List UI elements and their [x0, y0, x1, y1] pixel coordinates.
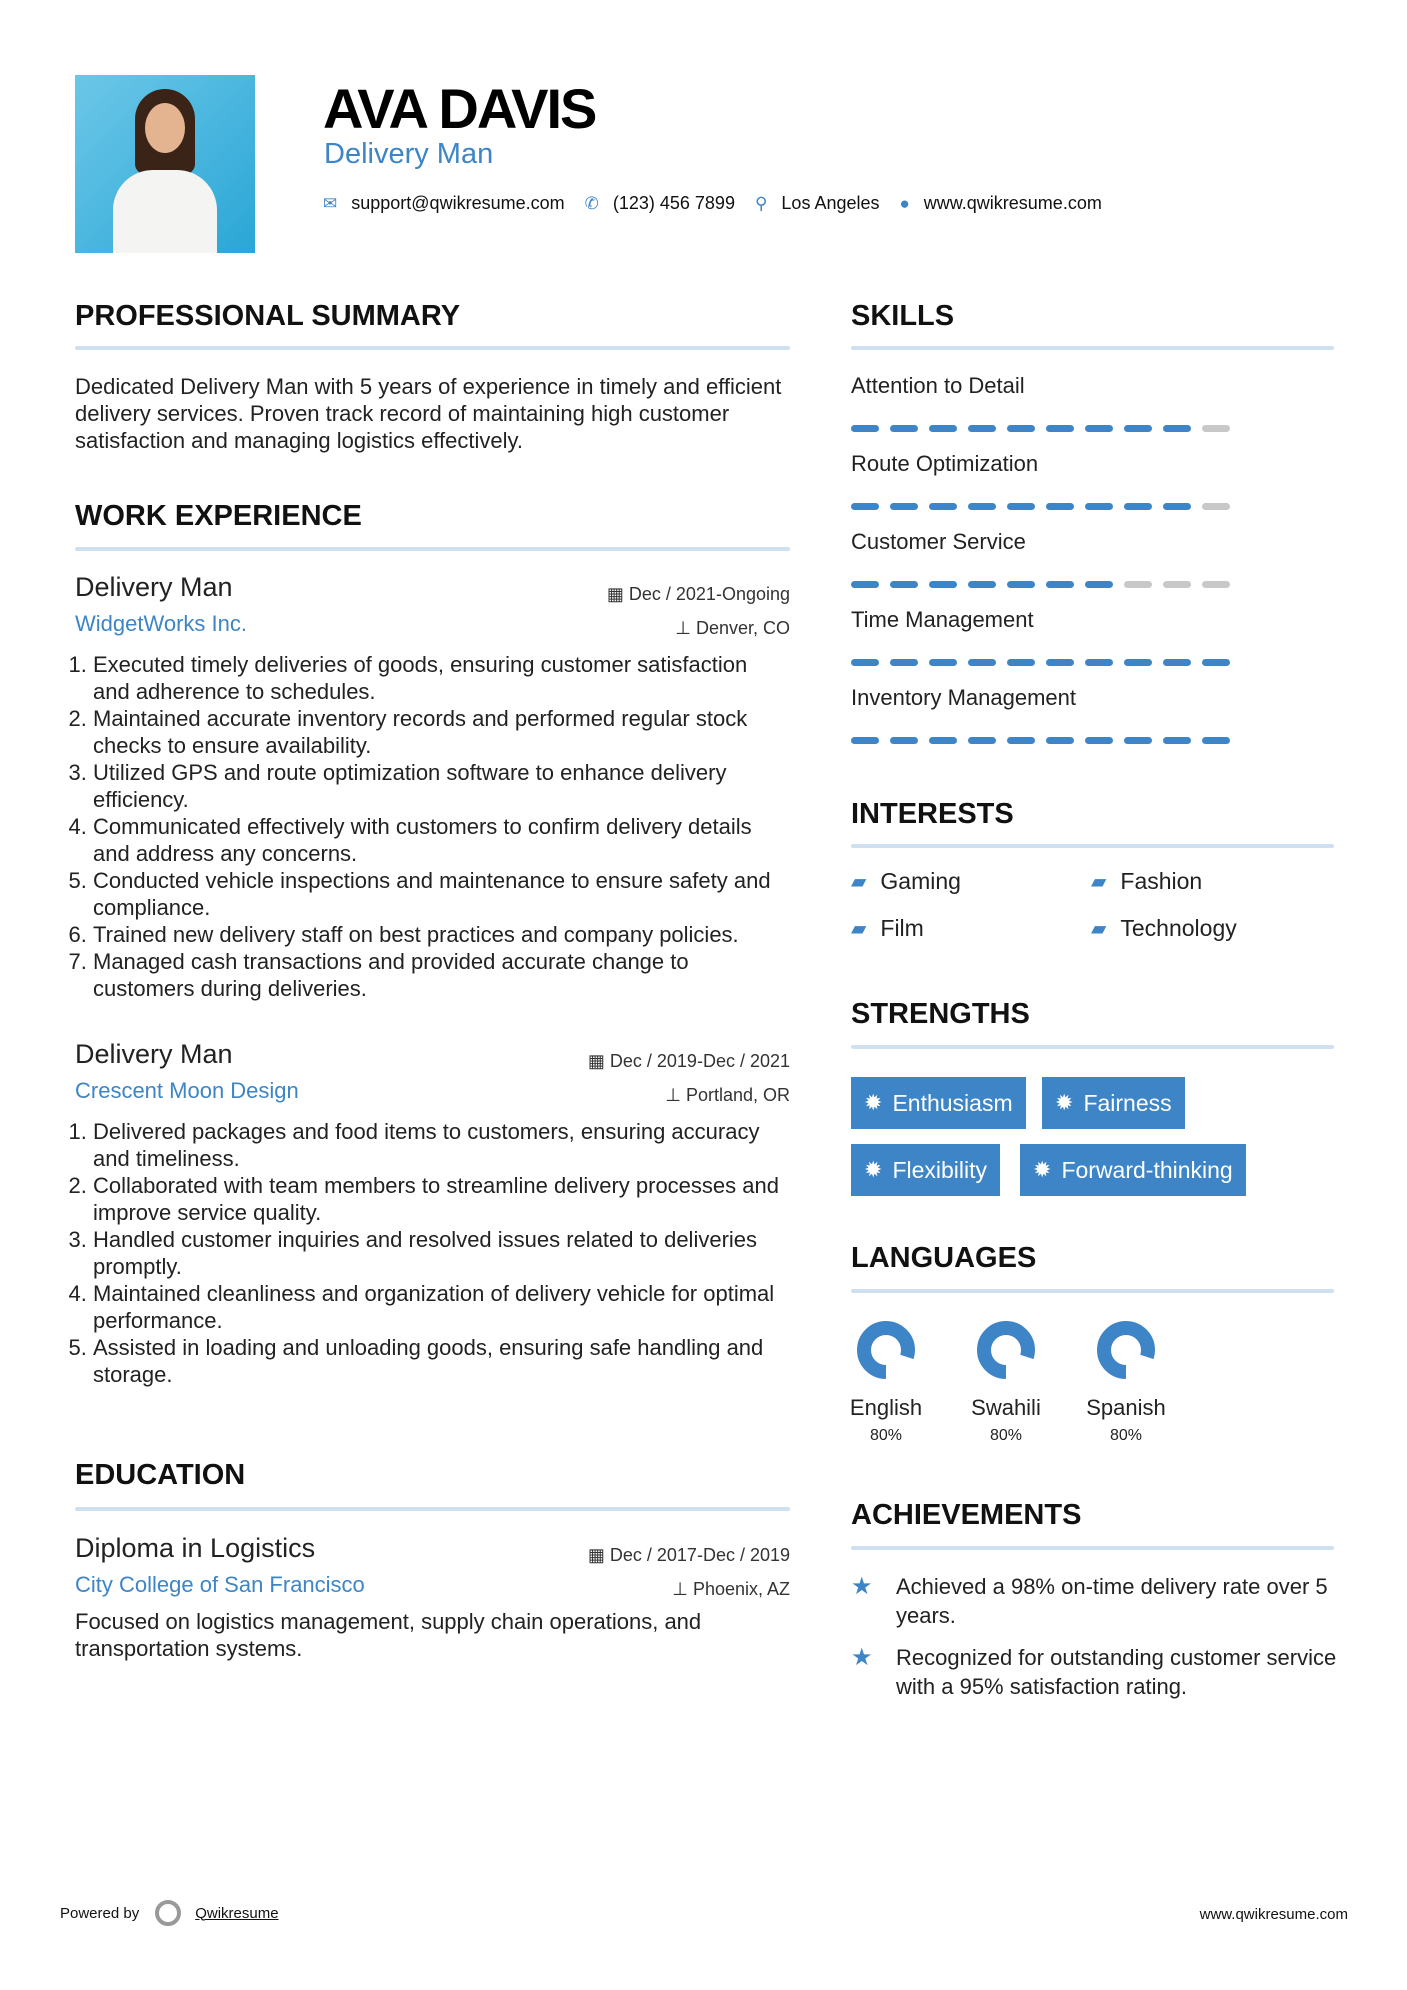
language-percent: 80% [1109, 1427, 1143, 1444]
skill-level-segment [1163, 425, 1191, 432]
skill-level-segment [1202, 503, 1230, 510]
strength-label: Forward-thinking [1061, 1156, 1233, 1183]
footer-brand [60, 1900, 279, 1926]
company-name: WidgetWorks Inc. [75, 611, 247, 636]
skill-level-segment [1124, 659, 1152, 666]
skill-level-segment [890, 425, 918, 432]
experience-heading: WORK EXPERIENCE [75, 500, 362, 532]
skill-level-segment [1163, 581, 1191, 588]
skill-level-segment [968, 503, 996, 510]
skill-name: Attention to Detail [851, 373, 1025, 398]
skill-level-segment [968, 425, 996, 432]
education-location: ⊥ Phoenix, AZ [672, 1579, 790, 1599]
interest-item [1091, 915, 1237, 942]
skill-level-segment [890, 503, 918, 510]
interest-label: Film [880, 915, 924, 941]
skill-level-segment [1202, 737, 1230, 744]
job-bullet: 1. Delivered packages and food items to customers, ensuring accuracy and timeliness. [93, 1118, 790, 1172]
calendar-icon: ▦ [587, 1545, 610, 1565]
skill-level-segment [1163, 659, 1191, 666]
skill-level-segment [1163, 503, 1191, 510]
achievements-heading: ACHIEVEMENTS [851, 1499, 1082, 1531]
star-icon: ★ [851, 1644, 873, 1671]
book-icon: ▰ [1091, 918, 1107, 940]
job-bullet: 7. Managed cash transactions and provided accurate change to customers during deliveries. [93, 948, 790, 1002]
interest-item [851, 915, 924, 942]
website[interactable]: www.qwikresume.com [923, 193, 1102, 213]
skill-level-segment [968, 581, 996, 588]
achievement-item [851, 1643, 1341, 1701]
book-icon: ▰ [851, 871, 867, 893]
job-title: Delivery Man [75, 1039, 233, 1069]
skill-name: Route Optimization [851, 451, 1039, 476]
skill-level-segment [1046, 503, 1074, 510]
job-bullet: 1. Executed timely deliveries of goods, ensuring customer satisfaction and adherence to schedules. [93, 651, 790, 705]
skill-level-segment [1007, 659, 1035, 666]
phone: (123) 456 7899 [612, 193, 735, 213]
strength-chip [1020, 1144, 1246, 1196]
skill-level-segment [929, 425, 957, 432]
language-proficiency-ring [1096, 1320, 1156, 1380]
language-item [826, 1320, 946, 1445]
interest-item [1091, 868, 1202, 895]
job-bullet: 2. Maintained accurate inventory records and performed regular stock checks to ensure availability. [93, 705, 790, 759]
skill-level-segment [1085, 737, 1113, 744]
skill-level-segment [1124, 581, 1152, 588]
job-location: ⊥ Denver, CO [675, 618, 790, 638]
skill-level-segment [851, 737, 879, 744]
skill-level-segment [851, 581, 879, 588]
job-entry [75, 1039, 790, 1388]
job-bullets [75, 651, 790, 1002]
language-name: Spanish [1086, 1395, 1166, 1420]
skills-heading: SKILLS [851, 300, 955, 332]
badge-icon: ✹ [1033, 1157, 1052, 1182]
job-bullet: 4. Communicated effectively with customers to confirm delivery details and address any concerns. [93, 813, 790, 867]
divider [851, 1289, 1334, 1293]
skill-level-segment [968, 659, 996, 666]
strength-chip [851, 1077, 1026, 1129]
interest-label: Gaming [880, 868, 961, 894]
skill-level-segment [1202, 425, 1230, 432]
divider [75, 547, 790, 551]
skill-level-segment [1202, 659, 1230, 666]
skill-level-segment [1202, 581, 1230, 588]
achievement-item [851, 1572, 1341, 1630]
divider [851, 1045, 1334, 1049]
job-bullets [75, 1118, 790, 1388]
skill-name: Customer Service [851, 529, 1026, 554]
profile-photo [75, 75, 255, 253]
skill-level-segment [1046, 425, 1074, 432]
skill-level-segment [1124, 737, 1152, 744]
strength-chip [1042, 1077, 1185, 1129]
education-heading: EDUCATION [75, 1459, 246, 1491]
skill-level-segment [1007, 425, 1035, 432]
skill-level-bar [851, 659, 1230, 666]
job-bullet: 4. Maintained cleanliness and organization of delivery vehicle for optimal performance. [93, 1280, 790, 1334]
skill-level-segment [1007, 581, 1035, 588]
skill-level-segment [1124, 503, 1152, 510]
achievement-text: Achieved a 98% on-time delivery rate over 5 years. [896, 1574, 1328, 1628]
skill-level-segment [968, 737, 996, 744]
language-name: Swahili [971, 1395, 1041, 1420]
candidate-name: AVA DAVIS [323, 77, 596, 140]
languages-heading: LANGUAGES [851, 1242, 1037, 1274]
skill-level-segment [1085, 503, 1113, 510]
job-date: ▦ Dec / 2019-Dec / 2021 [587, 1051, 790, 1071]
strength-chip [851, 1144, 1000, 1196]
skill-level-segment [929, 581, 957, 588]
skill-level-segment [929, 659, 957, 666]
strength-label: Enthusiasm [892, 1089, 1013, 1116]
brand-link[interactable]: Qwikresume [195, 1904, 279, 1922]
language-proficiency-ring [976, 1320, 1036, 1380]
pin-icon: ⊥ [665, 1085, 686, 1105]
education-text: Focused on logistics management, supply chain operations, and transportation systems. [75, 1609, 702, 1661]
job-bullet: 2. Collaborated with team members to streamline delivery processes and improve service quality. [93, 1172, 790, 1226]
school-name: City College of San Francisco [75, 1572, 365, 1597]
star-icon: ★ [851, 1573, 873, 1600]
interest-label: Technology [1120, 915, 1237, 941]
job-bullet: 3. Utilized GPS and route optimization software to enhance delivery efficiency. [93, 759, 790, 813]
strength-label: Fairness [1083, 1089, 1172, 1116]
job-date: ▦ Dec / 2021-Ongoing [606, 584, 790, 604]
pin-icon: ⊥ [675, 618, 696, 638]
strength-label: Flexibility [892, 1156, 988, 1183]
skill-level-segment [1046, 737, 1074, 744]
skill-level-segment [929, 737, 957, 744]
language-name: English [849, 1395, 923, 1420]
divider [75, 346, 790, 350]
divider [75, 1507, 790, 1511]
phone-icon: ✆ [584, 193, 599, 213]
skill-level-segment [851, 659, 879, 666]
skill-level-segment [1007, 737, 1035, 744]
divider [851, 844, 1334, 848]
education-entry [75, 1533, 790, 1662]
skill-level-segment [1085, 425, 1113, 432]
skill-level-bar [851, 581, 1230, 588]
globe-icon: ● [899, 193, 910, 213]
skill-name: Inventory Management [851, 685, 1077, 710]
skill-level-segment [929, 503, 957, 510]
strengths-heading: STRENGTHS [851, 998, 1030, 1030]
pin-icon: ⊥ [672, 1579, 693, 1599]
map-pin-icon: ⚲ [754, 193, 768, 213]
skill-level-segment [1085, 581, 1113, 588]
skill-level-segment [1007, 503, 1035, 510]
skill-level-bar [851, 737, 1230, 744]
divider [851, 346, 1334, 350]
job-bullet: 3. Handled customer inquiries and resolved issues related to deliveries promptly. [93, 1226, 790, 1280]
job-entry [75, 572, 790, 1002]
book-icon: ▰ [1091, 871, 1107, 893]
powered-by-label: Powered by [60, 1904, 140, 1922]
interest-item [851, 868, 961, 895]
language-percent: 80% [869, 1427, 903, 1444]
language-proficiency-ring [856, 1320, 916, 1380]
job-bullet: 6. Trained new delivery staff on best practices and company policies. [93, 921, 790, 948]
envelope-icon: ✉ [323, 193, 338, 213]
skill-level-segment [1046, 659, 1074, 666]
calendar-icon: ▦ [587, 1051, 610, 1071]
skill-level-segment [1046, 581, 1074, 588]
language-item [946, 1320, 1066, 1445]
candidate-title: Delivery Man [324, 138, 494, 170]
divider [851, 1546, 1334, 1550]
skill-level-segment [890, 659, 918, 666]
job-bullet: 5. Conducted vehicle inspections and maintenance to ensure safety and compliance. [93, 867, 790, 921]
location: Los Angeles [781, 193, 880, 213]
summary-text: Dedicated Delivery Man with 5 years of experience in timely and efficient delivery services. Proven track record of maintaining high customer satisfaction and managing logistics effectively. [75, 374, 782, 453]
job-title: Delivery Man [75, 572, 233, 602]
interests-heading: INTERESTS [851, 798, 1014, 830]
skill-level-bar [851, 425, 1230, 432]
skill-name: Time Management [851, 607, 1034, 632]
skill-level-segment [890, 737, 918, 744]
skill-level-segment [851, 503, 879, 510]
book-icon: ▰ [851, 918, 867, 940]
calendar-icon: ▦ [606, 584, 629, 604]
company-name: Crescent Moon Design [75, 1078, 299, 1103]
job-bullet: 5. Assisted in loading and unloading goods, ensuring safe handling and storage. [93, 1334, 790, 1388]
job-location: ⊥ Portland, OR [665, 1085, 790, 1105]
language-item [1066, 1320, 1186, 1445]
education-date: ▦ Dec / 2017-Dec / 2019 [587, 1545, 790, 1565]
skill-level-segment [851, 425, 879, 432]
skill-level-segment [1124, 425, 1152, 432]
skill-level-segment [1085, 659, 1113, 666]
contact-bar [323, 193, 1122, 214]
skill-level-segment [1163, 737, 1191, 744]
language-percent: 80% [989, 1427, 1023, 1444]
email[interactable]: support@qwikresume.com [351, 193, 565, 213]
degree: Diploma in Logistics [75, 1533, 316, 1563]
summary-heading: PROFESSIONAL SUMMARY [75, 300, 461, 332]
footer-website[interactable]: www.qwikresume.com [1199, 1906, 1348, 1923]
interest-label: Fashion [1120, 868, 1203, 894]
badge-icon: ✹ [1055, 1090, 1074, 1115]
badge-icon: ✹ [864, 1090, 883, 1115]
badge-icon: ✹ [864, 1157, 883, 1182]
skill-level-bar [851, 503, 1230, 510]
skill-level-segment [890, 581, 918, 588]
qwikresume-logo-icon [155, 1900, 181, 1926]
achievement-text: Recognized for outstanding customer service with a 95% satisfaction rating. [896, 1645, 1337, 1699]
